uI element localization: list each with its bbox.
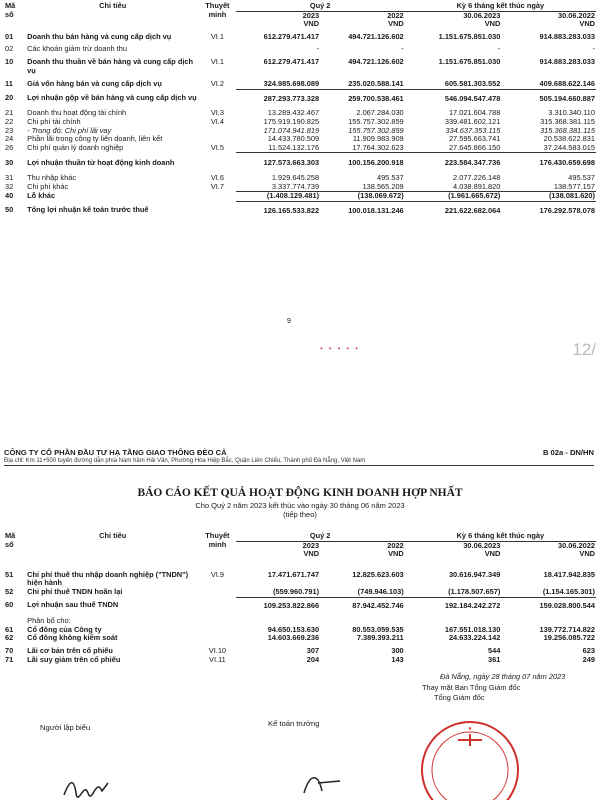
row-code: 31 bbox=[5, 172, 14, 182]
value-6m-2023: 546.094.547.478 bbox=[405, 89, 502, 103]
value-6m-2023: 17.021.604.788 bbox=[448, 108, 501, 118]
header-unit: VND bbox=[484, 550, 501, 559]
row-label: Phần lãi trong công ty liên doanh, liên kết bbox=[27, 135, 163, 144]
header-quy2: Quý 2 bbox=[236, 2, 405, 11]
row-note: VI.2 bbox=[210, 79, 224, 89]
row-label: Phân bổ cho: bbox=[27, 616, 71, 626]
value-q2-2023: 3.337.774.739 bbox=[271, 182, 320, 191]
value-6m-2022: 249 bbox=[582, 655, 595, 664]
value-q2-2022: 300 bbox=[391, 645, 404, 655]
table-row bbox=[4, 610, 596, 626]
red-bleed-mark: ••••• bbox=[320, 344, 365, 353]
value-6m-2023: 192.184.242.272 bbox=[405, 597, 502, 610]
row-label: Lãi cơ bản trên cổ phiếu bbox=[27, 645, 113, 655]
row-note: VI.9 bbox=[210, 569, 224, 579]
value-q2-2022: (138.069.672) bbox=[320, 192, 405, 202]
row-note: VI.5 bbox=[210, 143, 224, 152]
value-q2-2023: 13.289.432.467 bbox=[267, 108, 320, 118]
value-6m-2023: 361 bbox=[487, 655, 501, 664]
header-ky6: Kỳ 6 tháng kết thúc ngày bbox=[405, 2, 596, 11]
value-6m-2023: - bbox=[497, 44, 501, 54]
row-label: Chi phí khác bbox=[27, 182, 69, 191]
value-6m-2022: 19.256.085.722 bbox=[543, 634, 595, 643]
row-code: 61 bbox=[5, 625, 14, 634]
header-unit: VND bbox=[388, 550, 404, 559]
value-q2-2023: (559.960.791) bbox=[273, 587, 320, 596]
value-q2-2022: - bbox=[401, 44, 404, 54]
table-row bbox=[4, 597, 596, 610]
table-row bbox=[4, 192, 596, 202]
row-label: Lợi nhuận gộp về bán hàng và cung cấp dịch vụ bbox=[27, 93, 197, 103]
value-q2-2023: 1.929.645.258 bbox=[271, 172, 320, 182]
row-code: 01 bbox=[5, 31, 14, 41]
row-label: Cổ đông của Công ty bbox=[27, 625, 102, 634]
company-seal bbox=[410, 700, 530, 800]
row-label: Chi phí tài chính bbox=[27, 117, 81, 126]
row-note bbox=[199, 192, 235, 202]
row-note bbox=[199, 201, 235, 215]
row-note: VI.1 bbox=[210, 56, 224, 66]
value-q2-2022 bbox=[320, 610, 405, 626]
row-code: 02 bbox=[5, 44, 14, 54]
value-6m-2022: (1.154.165.301) bbox=[542, 587, 595, 596]
row-code: 21 bbox=[5, 108, 14, 118]
report-page-bottom bbox=[0, 395, 600, 800]
header-chi-tieu: Chỉ tiêu bbox=[99, 2, 127, 10]
table-row bbox=[4, 41, 596, 54]
value-q2-2023: 17.471.671.747 bbox=[267, 569, 320, 579]
row-label: Chi phí thuế thu nhập doanh nghiệp ("TNDN") hiện hành bbox=[27, 569, 189, 588]
header-ma: Mã số bbox=[5, 532, 16, 549]
value-6m-2022: 139.772.714.822 bbox=[539, 625, 595, 634]
row-label: Cổ đông không kiểm soát bbox=[27, 634, 118, 643]
company-name: CÔNG TY CỔ PHẦN ĐẦU TƯ HẠ TẦNG GIAO THÔNG ĐÈO CẢ bbox=[4, 448, 227, 457]
value-q2-2023: 127.573.663.303 bbox=[236, 153, 321, 168]
page-number: 9 bbox=[287, 318, 291, 325]
report-page-top bbox=[0, 0, 600, 330]
row-note bbox=[199, 153, 235, 168]
value-6m-2023: 1.151.675.851.030 bbox=[438, 31, 501, 41]
header-year-2022: 2022 bbox=[387, 541, 404, 550]
row-label: Tổng lợi nhuận kế toán trước thuế bbox=[27, 205, 149, 215]
table-row bbox=[4, 559, 596, 588]
row-code: 22 bbox=[5, 117, 14, 126]
value-6m-2022 bbox=[501, 610, 596, 626]
row-note: VI.11 bbox=[209, 655, 226, 664]
header-date-2023: 30.06.2023 bbox=[463, 11, 501, 20]
row-code bbox=[4, 610, 26, 626]
header-thuyet-minh: Thuyết minh bbox=[205, 532, 230, 549]
value-q2-2023: 94.650.153.630 bbox=[267, 625, 320, 634]
row-label: Doanh thu thuần về bán hàng và cung cấp dịch vụ bbox=[27, 56, 194, 75]
report-subtitle: Cho Quý 2 năm 2023 kết thúc vào ngày 30 tháng 06 năm 2023 bbox=[195, 501, 405, 510]
row-note bbox=[199, 89, 235, 103]
value-6m-2023: 605.581.303.552 bbox=[444, 79, 501, 89]
value-6m-2022: 623 bbox=[582, 645, 595, 655]
value-6m-2023: 339.481.602.121 bbox=[444, 117, 501, 126]
value-q2-2022: (749.946.103) bbox=[357, 587, 404, 596]
company-address: Địa chỉ: Km 11+500 tuyến đường dẫn phía Nam hầm Hải Vân, Phường Hòa Hiệp Bắc, Quận Liên Chiểu, Thành phố Đà Nẵng, Việt Nam bbox=[4, 458, 594, 466]
row-note bbox=[199, 41, 235, 54]
header-date-2023: 30.06.2023 bbox=[463, 541, 501, 550]
value-q2-2023: 11.524.132.176 bbox=[268, 143, 320, 152]
row-code: 52 bbox=[5, 587, 14, 596]
value-6m-2022: 176.292.578.078 bbox=[501, 201, 596, 215]
row-code: 23 bbox=[5, 126, 14, 135]
row-note: VI.7 bbox=[210, 182, 224, 191]
value-q2-2023: 175.919.190.825 bbox=[263, 117, 320, 126]
value-q2-2023: 14.603.669.236 bbox=[267, 634, 320, 643]
row-code: 51 bbox=[5, 569, 14, 579]
svg-text:★: ★ bbox=[467, 726, 473, 732]
row-label: Doanh thu bán hàng và cung cấp dịch vụ bbox=[27, 31, 172, 41]
row-code: 60 bbox=[5, 600, 14, 610]
value-q2-2023: 287.293.773.328 bbox=[236, 89, 321, 103]
value-q2-2022: 138.565.209 bbox=[362, 182, 404, 191]
value-q2-2022: 494.721.126.602 bbox=[348, 31, 404, 41]
row-code: 50 bbox=[5, 205, 14, 215]
value-6m-2022: 18.417.942.835 bbox=[543, 569, 595, 579]
table-row bbox=[4, 656, 596, 665]
header-ma: Mã số bbox=[5, 2, 16, 19]
row-note: VI.4 bbox=[210, 117, 224, 126]
header-year-2022: 2022 bbox=[387, 11, 404, 20]
form-code: B 02a - DN/HN bbox=[542, 448, 594, 457]
value-q2-2023 bbox=[236, 610, 321, 626]
value-q2-2023: 612.279.471.417 bbox=[263, 31, 320, 41]
table-row bbox=[4, 588, 596, 597]
value-6m-2022: - bbox=[592, 44, 595, 54]
value-q2-2023: 307 bbox=[306, 645, 320, 655]
value-q2-2022: 80.553.059.535 bbox=[352, 625, 404, 634]
value-6m-2023: 544 bbox=[487, 645, 501, 655]
value-6m-2023: (1.961.665.672) bbox=[405, 192, 502, 202]
value-q2-2023: 14.433.780.509 bbox=[267, 135, 320, 144]
value-q2-2023: 171.074.941.819 bbox=[263, 126, 320, 135]
table-row bbox=[4, 127, 596, 136]
value-q2-2022: 155.757.302.859 bbox=[348, 117, 404, 126]
row-code: 10 bbox=[5, 56, 14, 66]
row-code: 20 bbox=[5, 93, 14, 103]
row-note bbox=[199, 588, 235, 597]
value-q2-2022: 259.700.538.461 bbox=[320, 89, 405, 103]
value-6m-2023: 167.551.018.130 bbox=[444, 625, 501, 634]
row-label: Lợi nhuận sau thuế TNDN bbox=[27, 600, 119, 610]
row-code: 40 bbox=[5, 191, 14, 200]
row-label: Doanh thu hoạt động tài chính bbox=[27, 108, 127, 118]
row-note: VI.1 bbox=[210, 31, 224, 41]
value-q2-2023: 324.985.698.089 bbox=[263, 79, 320, 89]
table-row bbox=[4, 54, 596, 75]
value-6m-2023: 2.077.226.148 bbox=[453, 172, 501, 182]
table-row bbox=[4, 183, 596, 192]
table-row bbox=[4, 201, 596, 215]
row-note bbox=[199, 127, 235, 136]
income-statement-table-top bbox=[4, 2, 596, 215]
value-6m-2023: 221.622.682.064 bbox=[405, 201, 502, 215]
table-row bbox=[4, 643, 596, 656]
table-row bbox=[4, 144, 596, 153]
row-label: - Trong đó: Chi phí lãi vay bbox=[27, 126, 112, 135]
value-q2-2023: - bbox=[316, 44, 320, 54]
value-6m-2022: 20.538.622.831 bbox=[543, 135, 595, 144]
row-code: 26 bbox=[5, 143, 14, 152]
sign-representative: Thay mặt Ban Tổng Giám đốc bbox=[422, 683, 521, 692]
row-label: Lãi suy giảm trên cổ phiếu bbox=[27, 655, 121, 664]
value-q2-2022: 235.020.588.141 bbox=[348, 79, 404, 89]
header-unit: VND bbox=[388, 20, 404, 29]
value-6m-2023: 334.637.353.115 bbox=[445, 126, 501, 135]
chief-accountant-label: Kế toán trưởng bbox=[268, 719, 320, 728]
value-6m-2022: (138.081.620) bbox=[501, 192, 596, 202]
report-title: BÁO CÁO KẾT QUẢ HOẠT ĐỘNG KINH DOANH HỢP NHẤT bbox=[137, 487, 463, 499]
value-6m-2022: 914.883.283.033 bbox=[539, 56, 595, 66]
value-6m-2022: 138.577.157 bbox=[553, 182, 595, 191]
value-q2-2023: 204 bbox=[306, 655, 320, 664]
header-unit: VND bbox=[303, 20, 320, 29]
row-note bbox=[199, 610, 235, 626]
row-note bbox=[199, 634, 235, 643]
table-row bbox=[4, 153, 596, 168]
row-label: Giá vốn hàng bán và cung cấp dịch vụ bbox=[27, 79, 162, 89]
row-code: 24 bbox=[5, 135, 14, 144]
row-code: 62 bbox=[5, 634, 14, 643]
accountant-signature bbox=[300, 771, 350, 797]
row-code: 70 bbox=[5, 645, 14, 655]
row-code: 32 bbox=[5, 182, 14, 191]
value-q2-2022: 495.537 bbox=[376, 172, 404, 182]
row-label: Chi phí thuế TNDN hoãn lại bbox=[27, 587, 123, 596]
value-6m-2023: 4.038.891.820 bbox=[453, 182, 501, 191]
header-unit: VND bbox=[579, 20, 595, 29]
table-row bbox=[4, 29, 596, 42]
value-q2-2022: 100.156.200.918 bbox=[320, 153, 405, 168]
header-ky6: Kỳ 6 tháng kết thúc ngày bbox=[405, 532, 596, 541]
row-note: VI.6 bbox=[210, 172, 224, 182]
row-label: Thu nhập khác bbox=[27, 172, 77, 182]
header-thuyet-minh: Thuyết minh bbox=[205, 2, 230, 19]
row-code: 30 bbox=[5, 157, 14, 167]
row-label: Lỗ khác bbox=[27, 191, 56, 200]
value-6m-2022: 315.368.381.115 bbox=[540, 126, 595, 135]
value-q2-2022: 143 bbox=[391, 655, 404, 664]
value-q2-2022: 494.721.126.602 bbox=[348, 56, 404, 66]
value-6m-2022: 914.883.283.033 bbox=[539, 31, 595, 41]
value-q2-2022: 12.825.623.603 bbox=[352, 569, 404, 579]
value-6m-2023: 27.595.663.741 bbox=[448, 135, 501, 144]
value-6m-2022: 37.244.583.015 bbox=[543, 143, 595, 152]
sign-date: Đà Nẵng, ngày 28 tháng 07 năm 2023 bbox=[440, 672, 566, 681]
header-unit: VND bbox=[484, 20, 501, 29]
row-label: Chi phí quản lý doanh nghiệp bbox=[27, 143, 124, 152]
table-row bbox=[4, 89, 596, 103]
row-note bbox=[199, 626, 235, 635]
table-row bbox=[4, 118, 596, 127]
header-date-2022: 30.06.2022 bbox=[558, 541, 595, 550]
table-row bbox=[4, 103, 596, 118]
preparer-label: Người lập biểu bbox=[40, 723, 91, 732]
value-q2-2023: 126.165.533.822 bbox=[236, 201, 321, 215]
value-6m-2023: 27.645.866.150 bbox=[448, 143, 501, 152]
value-6m-2023: (1.178.507.657) bbox=[448, 587, 501, 596]
value-6m-2023: 1.151.675.851.030 bbox=[438, 56, 501, 66]
row-note bbox=[199, 135, 235, 144]
value-q2-2023: (1.408.129.481) bbox=[236, 192, 321, 202]
row-label: Lợi nhuận thuần từ hoạt động kinh doanh bbox=[27, 157, 175, 167]
header-year-2023: 2023 bbox=[302, 11, 320, 20]
table-row bbox=[4, 75, 596, 89]
row-note: VI.10 bbox=[208, 645, 227, 655]
income-statement-table-bottom bbox=[4, 532, 596, 664]
row-note bbox=[199, 597, 235, 610]
value-q2-2022: 100.018.131.246 bbox=[320, 201, 405, 215]
row-code: 71 bbox=[5, 655, 14, 664]
table-row bbox=[4, 135, 596, 144]
header-year-2023: 2023 bbox=[302, 541, 320, 550]
row-label: Các khoản giảm trừ doanh thu bbox=[27, 44, 127, 54]
value-6m-2022: 159.028.800.544 bbox=[501, 597, 596, 610]
row-code: 11 bbox=[5, 79, 13, 89]
header-unit: VND bbox=[579, 550, 595, 559]
value-q2-2022: 87.942.452.746 bbox=[320, 597, 405, 610]
header-unit: VND bbox=[303, 550, 320, 559]
row-note: VI.3 bbox=[210, 108, 224, 118]
value-6m-2023: 223.584.347.736 bbox=[405, 153, 502, 168]
table-row bbox=[4, 634, 596, 643]
page-corner-mark: 12/ bbox=[572, 340, 596, 359]
value-q2-2023: 109.253.822.866 bbox=[236, 597, 321, 610]
preparer-signature bbox=[62, 775, 122, 799]
header-chi-tieu: Chỉ tiêu bbox=[99, 532, 127, 540]
table-row bbox=[4, 626, 596, 635]
value-q2-2022: 7.389.393.211 bbox=[356, 634, 404, 643]
value-6m-2022: 176.430.659.698 bbox=[501, 153, 596, 168]
value-6m-2023: 24.633.224.142 bbox=[448, 634, 501, 643]
value-6m-2022: 495.537 bbox=[568, 172, 595, 182]
value-6m-2022: 3.310.340.110 bbox=[548, 108, 595, 118]
value-q2-2022: 2.067.284.030 bbox=[356, 108, 404, 118]
value-6m-2023 bbox=[405, 610, 502, 626]
table-row bbox=[4, 168, 596, 183]
value-q2-2022: 17.764.302.623 bbox=[352, 143, 404, 152]
header-quy2: Quý 2 bbox=[236, 532, 405, 541]
value-q2-2023: 612.279.471.417 bbox=[263, 56, 320, 66]
value-6m-2022: 409.688.622.146 bbox=[539, 79, 595, 89]
report-subtitle-continued: (tiếp theo) bbox=[283, 510, 317, 519]
value-6m-2022: 505.194.660.887 bbox=[501, 89, 596, 103]
value-6m-2022: 315.368.381.115 bbox=[540, 117, 595, 126]
value-q2-2022: 155.757.302.859 bbox=[348, 126, 404, 135]
value-6m-2023: 30.616.947.349 bbox=[448, 569, 501, 579]
header-date-2022: 30.06.2022 bbox=[558, 11, 595, 20]
page-gap bbox=[0, 330, 600, 395]
sign-title: Tổng Giám đốc bbox=[434, 693, 485, 702]
value-q2-2022: 11.909.983.909 bbox=[352, 135, 404, 144]
